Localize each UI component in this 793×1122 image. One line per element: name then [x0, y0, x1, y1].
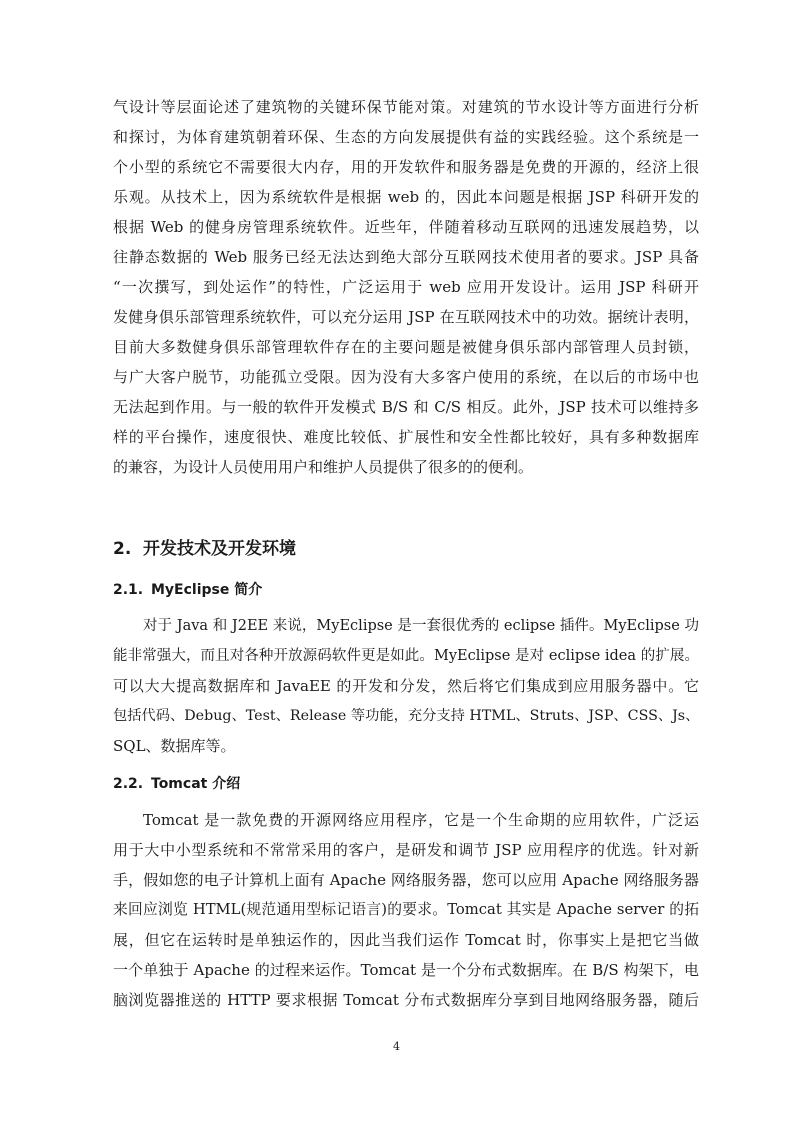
subsection-title: Tomcat 介绍: [151, 776, 241, 792]
paragraph-line: 目前大多数健身俱乐部管理软件存在的主要问题是被健身俱乐部内部管理人员封锁，: [113, 338, 699, 356]
section-number: 2.: [113, 539, 132, 559]
paragraph-line: 和探讨，为体育建筑朝着环保、生态的方向发展提供有益的实践经验。这个系统是一: [113, 128, 699, 146]
paragraph-line: 展，但它在运转时是单独运作的，因此当我们运作 Tomcat 时，你事实上是把它当做: [113, 931, 699, 949]
paragraph-line: 手，假如您的电子计算机上面有 Apache 网络服务器，您可以应用 Apache 网络服务器: [113, 871, 699, 889]
paragraph-line: 可以大大提高数据库和 JavaEE 的开发和分发，然后将它们集成到应用服务器中。它: [113, 677, 699, 695]
page-number: 4: [393, 1040, 400, 1053]
paragraph-line: 发健身俱乐部管理系统软件，可以充分运用 JSP 在互联网技术中的功效。据统计表明，: [113, 308, 699, 326]
paragraph-line: “一次撰写，到处运作”的特性，广泛运用于 web 应用开发设计。运用 JSP 科研开: [113, 278, 699, 296]
paragraph-line: 对于 Java 和 J2EE 来说，MyEclipse 是一套很优秀的 eclipse 插件。MyEclipse 功: [143, 618, 699, 634]
paragraph-line: 包括代码、Debug、Test、Release 等功能，充分支持 HTML、Struts、JSP、CSS、Js、: [113, 708, 700, 724]
paragraph-line: 的兼容，为设计人员使用用户和维护人员提供了很多的的便利。: [113, 458, 534, 476]
subsection-title: MyEclipse 简介: [151, 582, 263, 598]
paragraph-line: 往静态数据的 Web 服务已经无法达到绝大部分互联网技术使用者的要求。JSP 具备: [113, 248, 699, 266]
paragraph-line: 气设计等层面论述了建筑物的关键环保节能对策。对建筑的节水设计等方面进行分析: [113, 98, 699, 116]
subsection-heading: [113, 581, 262, 599]
paragraph-line: 个小型的系统它不需要很大内存，用的开发软件和服务器是免费的开源的，经济上很: [113, 158, 699, 176]
paragraph-line: 能非常强大，而且对各种开放源码软件更是如此。MyEclipse 是对 eclipse idea 的扩展。: [113, 648, 699, 664]
section-title: 开发技术及开发环境: [143, 539, 296, 559]
paragraph-line: 脑浏览器推送的 HTTP 要求根据 Tomcat 分布式数据库分享到目地网络服务器，随后: [113, 991, 699, 1009]
paragraph-line: 根据 Web 的健身房管理系统软件。近些年，伴随着移动互联网的迅速发展趋势，以: [113, 218, 699, 236]
paragraph-line: 一个单独于 Apache 的过程来运作。Tomcat 是一个分布式数据库。在 B/S 构架下，电: [113, 961, 699, 979]
paragraph-line: 样的平台操作，速度很快、难度比较低、扩展性和安全性都比较好，具有多种数据库: [113, 428, 699, 446]
subsection-heading: [113, 775, 240, 793]
paragraph-line: 乐观。从技术上，因为系统软件是根据 web 的，因此本问题是根据 JSP 科研开发的: [113, 188, 699, 206]
subsection-number: 2.1.: [113, 582, 144, 598]
subsection-number: 2.2.: [113, 776, 144, 792]
paragraph-line: SQL、数据库等。: [113, 737, 236, 755]
paragraph-line: Tomcat 是一款免费的开源网络应用程序，它是一个生命期的应用软件，广泛运: [143, 811, 699, 829]
paragraph-line: 用于大中小型系统和不常常采用的客户，是研发和调节 JSP 应用程序的优选。针对新: [113, 841, 699, 859]
paragraph-line: 无法起到作用。与一般的软件开发模式 B/S 和 C/S 相反。此外，JSP 技术可以维持多: [113, 398, 699, 416]
section-heading: [113, 539, 296, 559]
paragraph-line: 与广大客户脱节，功能孤立受限。因为没有大多客户使用的系统，在以后的市场中也: [113, 368, 699, 386]
paragraph-line: 来回应浏览 HTML(规范通用型标记语言)的要求。Tomcat 其实是 Apache server 的拓: [113, 901, 699, 918]
